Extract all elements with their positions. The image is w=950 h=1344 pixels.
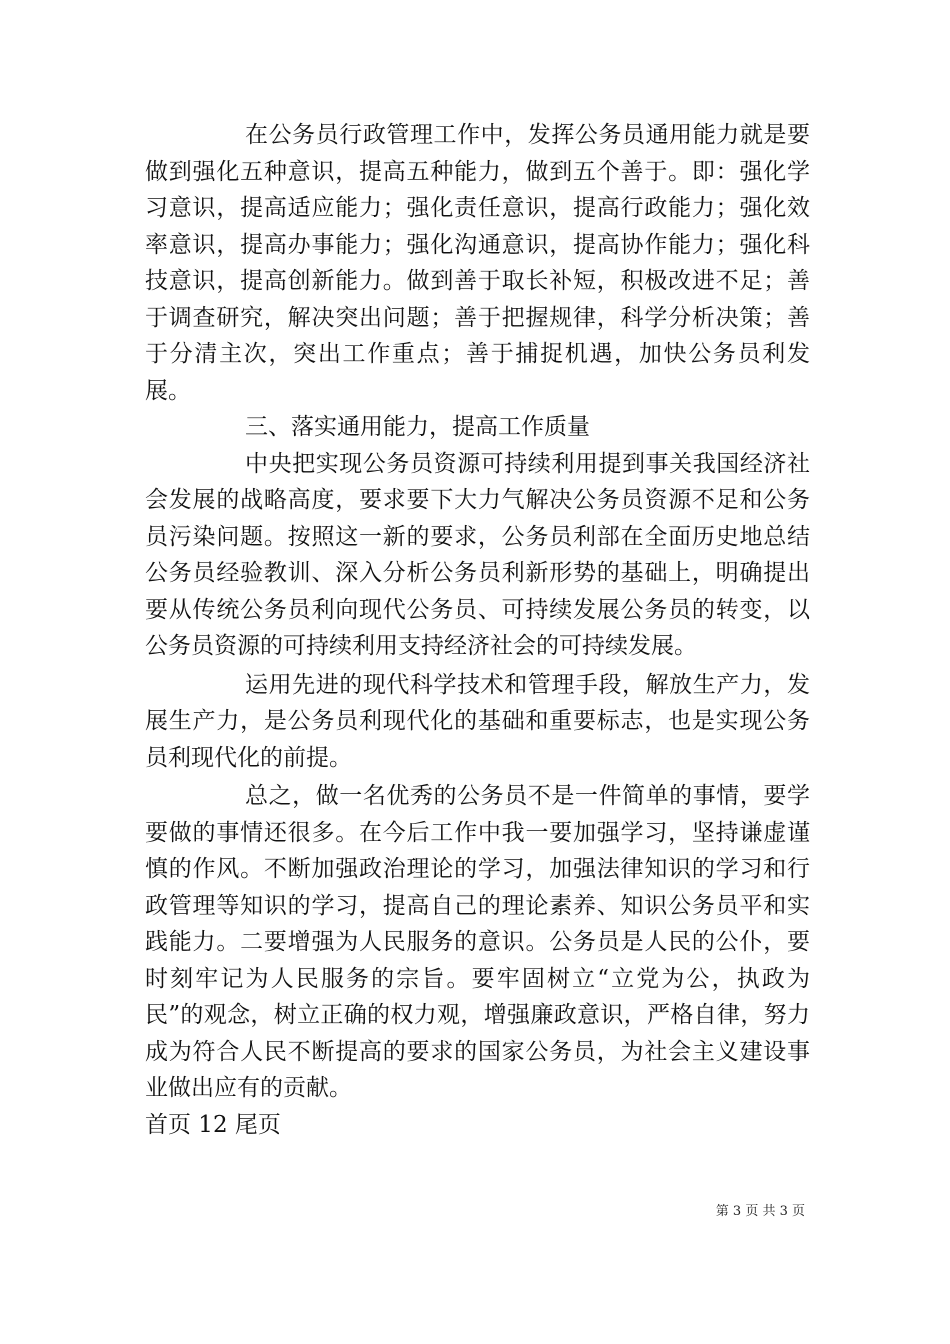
paragraph-modernization: 运用先进的现代科学技术和管理手段，解放生产力，发展生产力，是公务员利现代化的基础和重要标志，也是实现公务员利现代化的前提。 (145, 671, 810, 771)
paragraph-conclusion: 总之，做一名优秀的公务员不是一件简单的事情，要学要做的事情还很多。在今后工作中我一要加强学习，坚持谦虚谨慎的作风。不断加强政治理论的学习，加强法律知识的学习和行政管理等知识的学习，提高自己的理论素养、知识公务员平和实践能力。二要增强为人民服务的意识。公务员是人民的公仆，要时刻牢记为人民服务的宗旨。要牢固树立“立党为公，执政为民”的观念，树立正确的权力观，增强廉政意识，严格自律，努力成为符合人民不断提高的要求的国家公务员，为社会主义建设事业做出应有的贡献。 (145, 783, 810, 1101)
paragraph-sustainable-use: 中央把实现公务员资源可持续利用提到事关我国经济社会发展的战略高度，要求要下大力气解决公务员资源不足和公务员污染问题。按照这一新的要求，公务员利部在全面历史地总结公务员经验教训、深入分析公务员利新形势的基础上，明确提出要从传统公务员利向现代公务员、可持续发展公务员的转变，以公务员资源的可持续利用支持经济社会的可持续发展。 (145, 450, 810, 659)
page-footer: 第 3 页 共 3 页 (715, 1204, 805, 1219)
paragraph-general-ability: 在公务员行政管理工作中，发挥公务员通用能力就是要做到强化五种意识，提高五种能力，做到五个善于。即：强化学习意识，提高适应能力；强化责任意识，提高行政能力；强化效率意识，提高办事能力；强化沟通意识，提高协作能力；强化科技意识，提高创新能力。做到善于取长补短，积极改进不足；善于调查研究，解决突出问题；善于把握规律，科学分析决策；善于分清主次，突出工作重点；善于捕捉机遇，加快公务员利发展。 (145, 122, 810, 404)
document-body (145, 117, 810, 1143)
page-navigation[interactable]: 首页 12 尾页 (145, 1111, 281, 1138)
section-heading-3: 三、落实通用能力，提高工作质量 (245, 414, 590, 440)
